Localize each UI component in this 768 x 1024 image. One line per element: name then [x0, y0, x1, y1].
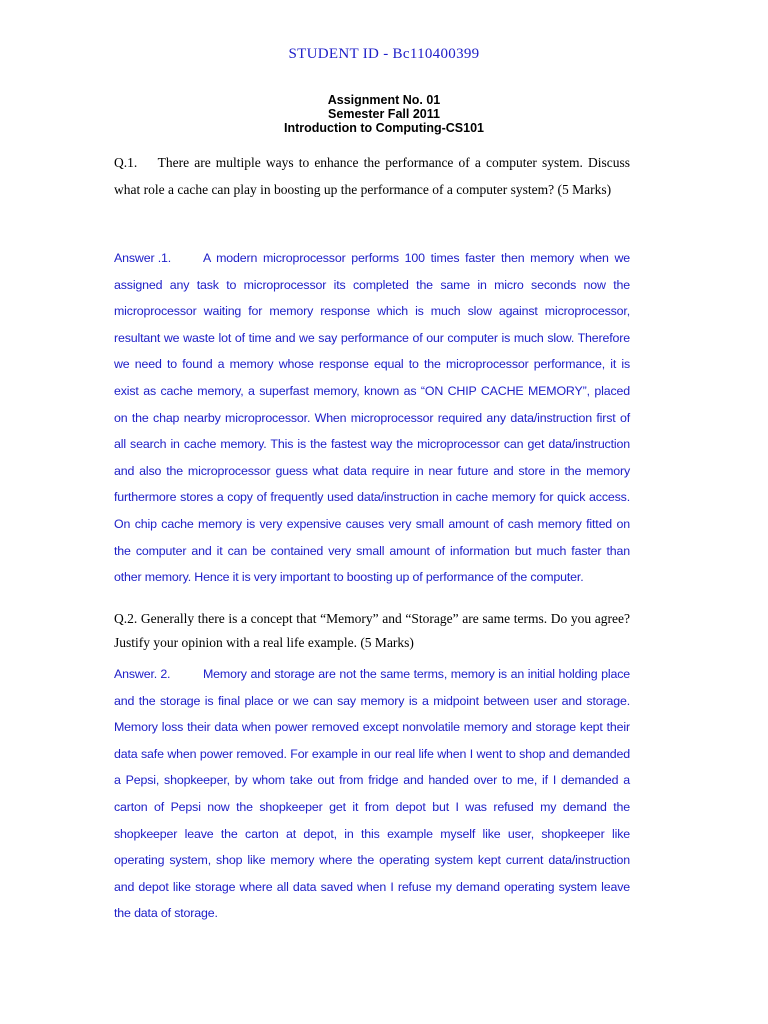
answer-1: [114, 245, 630, 591]
course-title: Introduction to Computing-CS101: [284, 121, 484, 135]
student-id: STUDENT ID - Bc110400399: [288, 46, 480, 62]
answer-2-text: Memory and storage are not the same terms, memory is an initial holding place and the storage is final place or we can say memory is a midpoint between user and storage. Memory loss their data when power removed except nonvolatile memory and storage kept their data safe when power removed. For example in our real life when I went to shop and demanded a Pepsi, shopkeeper, by whom take out from fridge and handed over to me, if I demanded a carton of Pepsi now the shopkeeper get it from depot but I was refused my demand the shopkeeper leave the carton at depot, in this example myself like user, shopkeeper like operating system, shop like memory where the operating system kept current data/instruction and depot like storage where all data saved when I refuse my demand operating system leave the data of storage.: [114, 667, 630, 921]
answer-1-text: A modern microprocessor performs 100 times faster then memory when we assigned any task to microprocessor its completed the same in micro seconds now the microprocessor waiting for memory response which is much slow against microprocessor, resultant we waste lot of time and we say performance of our computer is much slow. Therefore we need to found a memory whose response equal to the microprocessor performance, it is exist as cache memory, a superfast memory, known as “ON CHIP CACHE MEMORY”, placed on the chap nearby microprocessor. When microprocessor required any data/instruction first of all search in cache memory. This is the fastest way the microprocessor can get data/instruction and also the microprocessor guess what data require in near future and store in the memory furthermore stores a copy of frequently used data/instruction in cache memory for quick access. On chip cache memory is very expensive causes very small amount of cash memory fitted on the computer and it can be contained very small amount of information but much faster than other memory. Hence it is very important to boosting up of performance of the computer.: [114, 251, 630, 585]
question-1-label: Q.1.: [114, 155, 138, 170]
question-2-label: Q.2.: [114, 611, 138, 626]
question-2-text: Generally there is a concept that “Memory” and “Storage” are same terms. Do you agree? Justify your opinion with a real life example. (5 Marks): [114, 611, 630, 650]
question-2: [114, 607, 630, 655]
answer-2: [114, 661, 630, 927]
answer-2-label: Answer. 2.: [114, 667, 171, 681]
assignment-number: Assignment No. 01: [327, 93, 441, 107]
answer-1-label: Answer .1.: [114, 251, 172, 265]
assignment-heading: [0, 93, 768, 135]
question-1-text: There are multiple ways to enhance the performance of a computer system. Discuss what role a cache can play in boosting up the performance of a computer system? (5 Marks): [114, 155, 630, 197]
question-1: [114, 150, 630, 203]
semester: Semester Fall 2011: [328, 107, 440, 121]
